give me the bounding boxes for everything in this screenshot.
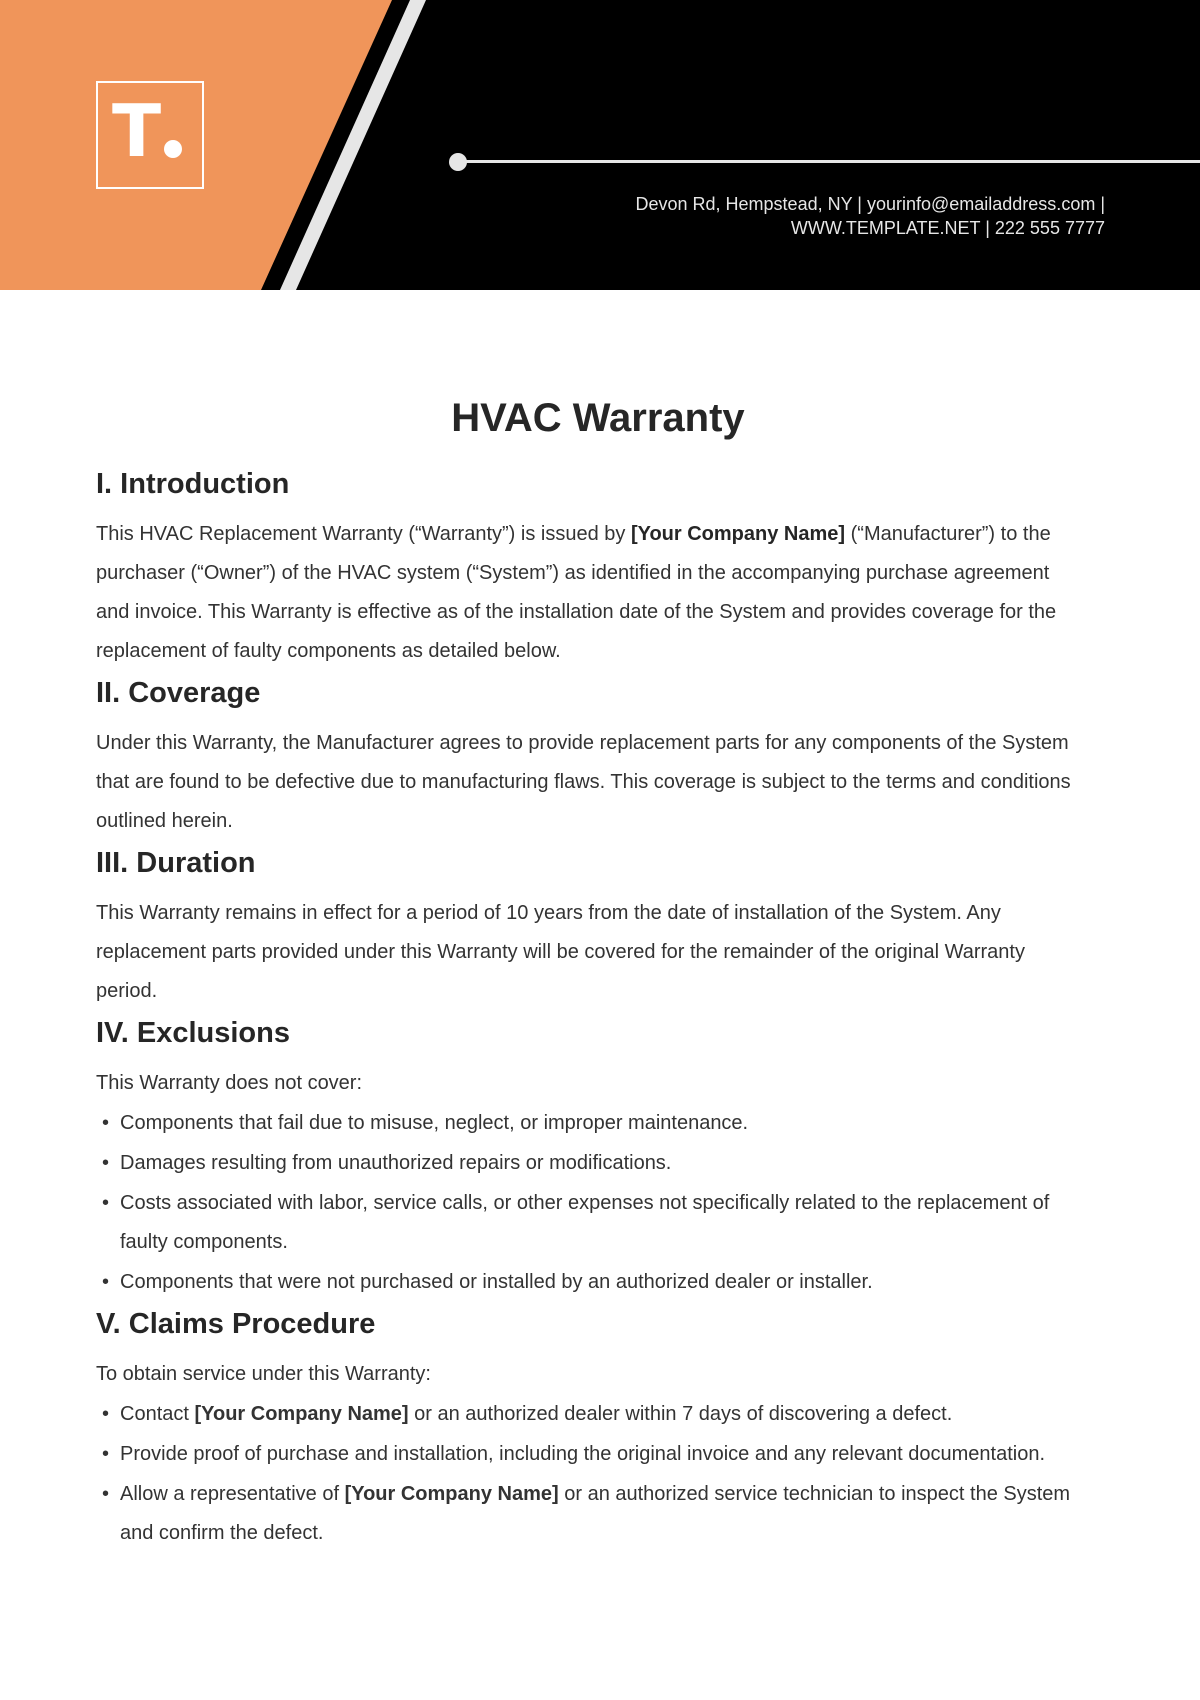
text-fragment: This HVAC Replacement Warranty (“Warranty”) is issued by	[96, 523, 631, 545]
page-title: HVAC Warranty	[451, 396, 745, 440]
list-item: • Components that were not purchased or installed by an authorized dealer or installer.	[96, 1263, 1100, 1302]
contact-line-address: Devon Rd, Hempstead, NY | yourinfo@emailaddress.com |	[635, 194, 1105, 214]
section-heading: IV. Exclusions	[96, 1017, 290, 1049]
section-exclusions	[96, 1013, 1100, 1302]
contact-info	[465, 192, 1105, 240]
section-claims-procedure	[96, 1304, 1100, 1553]
section-paragraph: This Warranty does not cover:	[96, 1072, 363, 1094]
logo-dot	[164, 140, 182, 158]
section-heading: III. Duration	[96, 847, 256, 879]
text-fragment: Allow a representative of	[120, 1483, 345, 1505]
company-name-placeholder: [Your Company Name]	[344, 1483, 559, 1505]
text-fragment: or an authorized dealer within 7 days of discovering a defect.	[408, 1403, 953, 1425]
section-introduction	[96, 464, 1100, 671]
text-fragment: or an authorized service technician to inspect the System and confirm the defect.	[120, 1483, 1071, 1544]
section-paragraph	[96, 515, 1100, 671]
claims-list	[96, 1395, 1100, 1553]
list-item: • Costs associated with labor, service calls, or other expenses not specifically related to the replacement of faulty components.	[96, 1184, 1100, 1262]
document-body	[96, 392, 1100, 1553]
text-fragment: Contact	[120, 1403, 195, 1425]
list-item: • Damages resulting from unauthorized repairs or modifications.	[96, 1144, 1100, 1183]
section-duration	[96, 843, 1100, 1011]
section-coverage	[96, 673, 1100, 841]
logo-letter: T	[112, 89, 162, 173]
text-fragment: (“Manufacturer”) to the purchaser (“Owner”) of the HVAC system (“System”) as identified in the accompanying purchase agreement and invoice. This Warranty is effective as of the installation date of the System and provides coverage for the replacement of faulty components as detailed below.	[96, 523, 1057, 662]
list-item: • Components that fail due to misuse, neglect, or improper maintenance.	[96, 1104, 1100, 1143]
section-heading: V. Claims Procedure	[96, 1308, 376, 1340]
list-item	[96, 1475, 1100, 1553]
section-paragraph: To obtain service under this Warranty:	[96, 1363, 431, 1385]
page-header	[0, 0, 1200, 290]
section-heading: II. Coverage	[96, 677, 261, 709]
header-line	[458, 160, 1200, 163]
section-paragraph: Under this Warranty, the Manufacturer agrees to provide replacement parts for any components of the System that are found to be defective due to manufacturing flaws. This coverage is subject to the terms and conditions outlined herein.	[96, 732, 1071, 832]
list-item	[96, 1395, 1100, 1434]
section-heading: I. Introduction	[96, 468, 290, 500]
section-paragraph: This Warranty remains in effect for a period of 10 years from the date of installation of the System. Any replacement parts provided under this Warranty will be covered for the remainder of the original Warranty period.	[96, 902, 1025, 1002]
company-name-placeholder: [Your Company Name]	[630, 523, 846, 545]
exclusions-list	[96, 1104, 1100, 1302]
contact-line-web-phone: WWW.TEMPLATE.NET | 222 555 7777	[790, 218, 1105, 238]
list-item: • Provide proof of purchase and installation, including the original invoice and any relevant documentation.	[96, 1435, 1100, 1474]
company-logo	[96, 81, 204, 189]
company-name-placeholder: [Your Company Name]	[194, 1403, 409, 1425]
